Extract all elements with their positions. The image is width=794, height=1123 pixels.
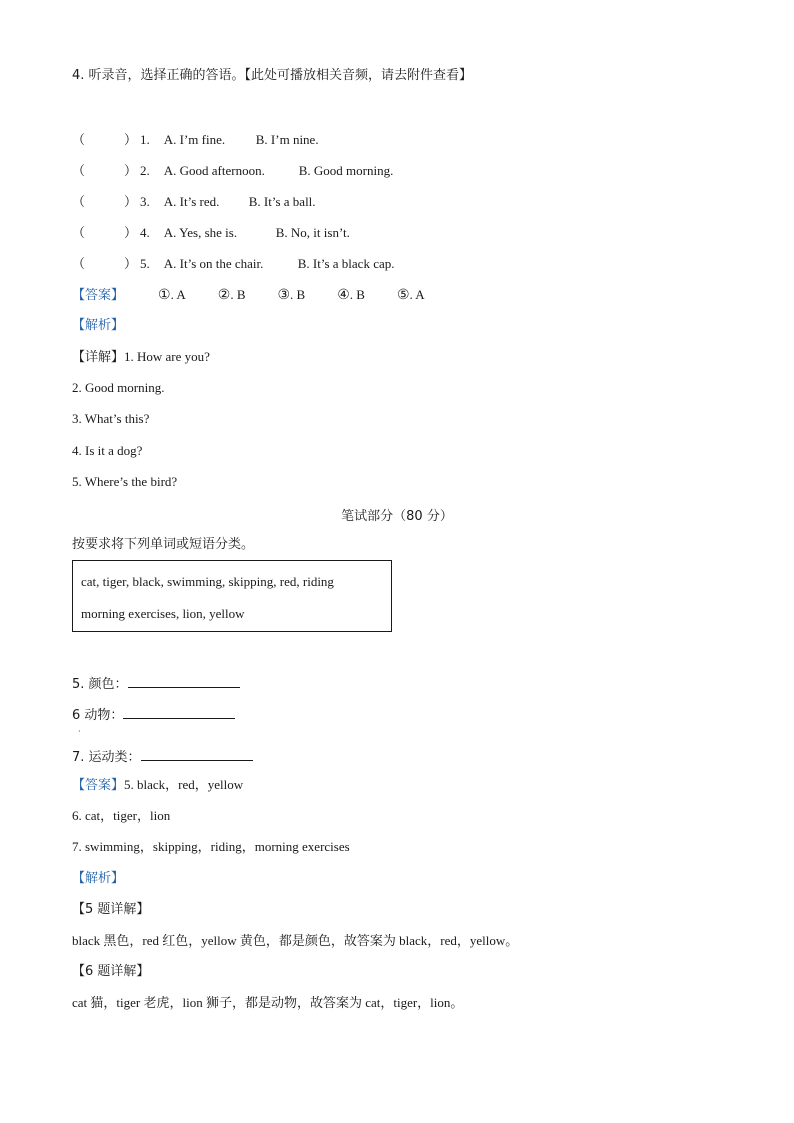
word-box-line-2: morning exercises, lion, yellow — [81, 606, 245, 621]
option-b: B. I’m nine. — [255, 132, 319, 147]
circled-number: ① — [158, 288, 171, 303]
option-b: B. Good morning. — [298, 163, 394, 178]
answer-label: 【答案】 — [72, 288, 125, 303]
answer-paren: （ ） — [72, 164, 138, 179]
q6-blank[interactable] — [123, 705, 235, 719]
answer-value: . A — [409, 287, 425, 302]
q4-answer-row — [72, 287, 425, 304]
circled-number: ③ — [277, 288, 291, 303]
q4-item-2 — [72, 163, 393, 180]
detail5-label: 【5 题详解】 — [72, 902, 150, 917]
detail-line-1 — [72, 349, 210, 366]
option-a: A. It’s red. — [163, 194, 220, 209]
detail-line-2: 2. Good morning. — [72, 380, 165, 395]
q5-blank[interactable] — [128, 674, 240, 688]
option-b: B. It’s a ball. — [248, 194, 316, 209]
answer-4 — [337, 287, 365, 304]
written-analysis-label: 【解析】 — [72, 871, 125, 886]
answer-paren: （ ） — [72, 133, 138, 148]
q5-row — [72, 674, 240, 693]
q4-item-1 — [72, 132, 319, 149]
q4-title: 4. 听录音，选择正确的答语。【此处可播放相关音频，请去附件查看】 — [72, 68, 473, 83]
q7-row — [72, 747, 253, 766]
answer-1 — [158, 287, 186, 304]
item-number: 5. — [140, 256, 150, 271]
answer-6-text: 6. cat，tiger，lion — [72, 808, 171, 823]
word-box-line-1: cat, tiger, black, swimming, skipping, red, riding — [81, 574, 334, 589]
option-a: A. I’m fine. — [163, 132, 226, 147]
answer-value: . B — [290, 287, 306, 302]
detail-label: 【详解】 — [72, 350, 125, 365]
option-b: B. No, it isn’t. — [275, 225, 350, 240]
item-number: 2. — [140, 163, 150, 178]
q4-item-4 — [72, 225, 350, 242]
answer-5 — [397, 287, 425, 304]
instruction: 按要求将下列单词或短语分类。 — [72, 537, 255, 552]
answer-value: . A — [170, 287, 186, 302]
detail-line-4: 4. Is it a dog? — [72, 443, 143, 458]
detail-line-5: 5. Where’s the bird? — [72, 474, 178, 489]
answer-paren: （ ） — [72, 226, 138, 241]
q6-label: 6 动物： — [72, 708, 124, 723]
option-a: A. It’s on the chair. — [163, 256, 264, 271]
section-heading: 笔试部分（80 分） — [341, 509, 453, 524]
detail6-text: cat 猫，tiger 老虎，lion 狮子，都是动物，故答案为 cat，tiger，lion。 — [72, 995, 464, 1010]
item-number: 1. — [140, 132, 150, 147]
answer-3 — [277, 287, 305, 304]
item-number: 3. — [140, 194, 150, 209]
q4-item-5 — [72, 256, 395, 273]
q5-label: 5. 颜色： — [72, 677, 128, 692]
item-number: 4. — [140, 225, 150, 240]
circled-number: ⑤ — [396, 288, 410, 303]
answer-7-text: 7. swimming，skipping，riding，morning exercises — [72, 839, 350, 854]
option-b: B. It’s a black cap. — [297, 256, 395, 271]
detail-line-3: 3. What’s this? — [72, 411, 150, 426]
answer-2 — [218, 287, 246, 304]
circled-number: ② — [217, 288, 231, 303]
option-a: A. Yes, she is. — [163, 225, 238, 240]
answer-label: 【答案】 — [72, 778, 125, 793]
circled-number: ④ — [337, 288, 350, 303]
q4-item-3 — [72, 194, 316, 211]
q6-row — [72, 705, 235, 724]
answer-value: . B — [349, 287, 365, 302]
stray-dot: · — [78, 727, 81, 736]
word-box — [72, 560, 392, 632]
q7-blank[interactable] — [141, 747, 253, 761]
detail6-label: 【6 题详解】 — [72, 964, 150, 979]
answer-5-text: 5. black，red，yellow — [124, 777, 244, 792]
answer-value: . B — [230, 287, 246, 302]
written-answer-row — [72, 777, 243, 794]
answer-paren: （ ） — [72, 257, 138, 272]
detail5-text: black 黑色，red 红色，yellow 黄色，都是颜色，故答案为 black，red，yellow。 — [72, 933, 519, 948]
answer-paren: （ ） — [72, 195, 138, 210]
option-a: A. Good afternoon. — [163, 163, 265, 178]
q7-label: 7. 运动类： — [72, 750, 141, 765]
analysis-label: 【解析】 — [72, 318, 125, 333]
detail-text: 1. How are you? — [124, 349, 210, 364]
